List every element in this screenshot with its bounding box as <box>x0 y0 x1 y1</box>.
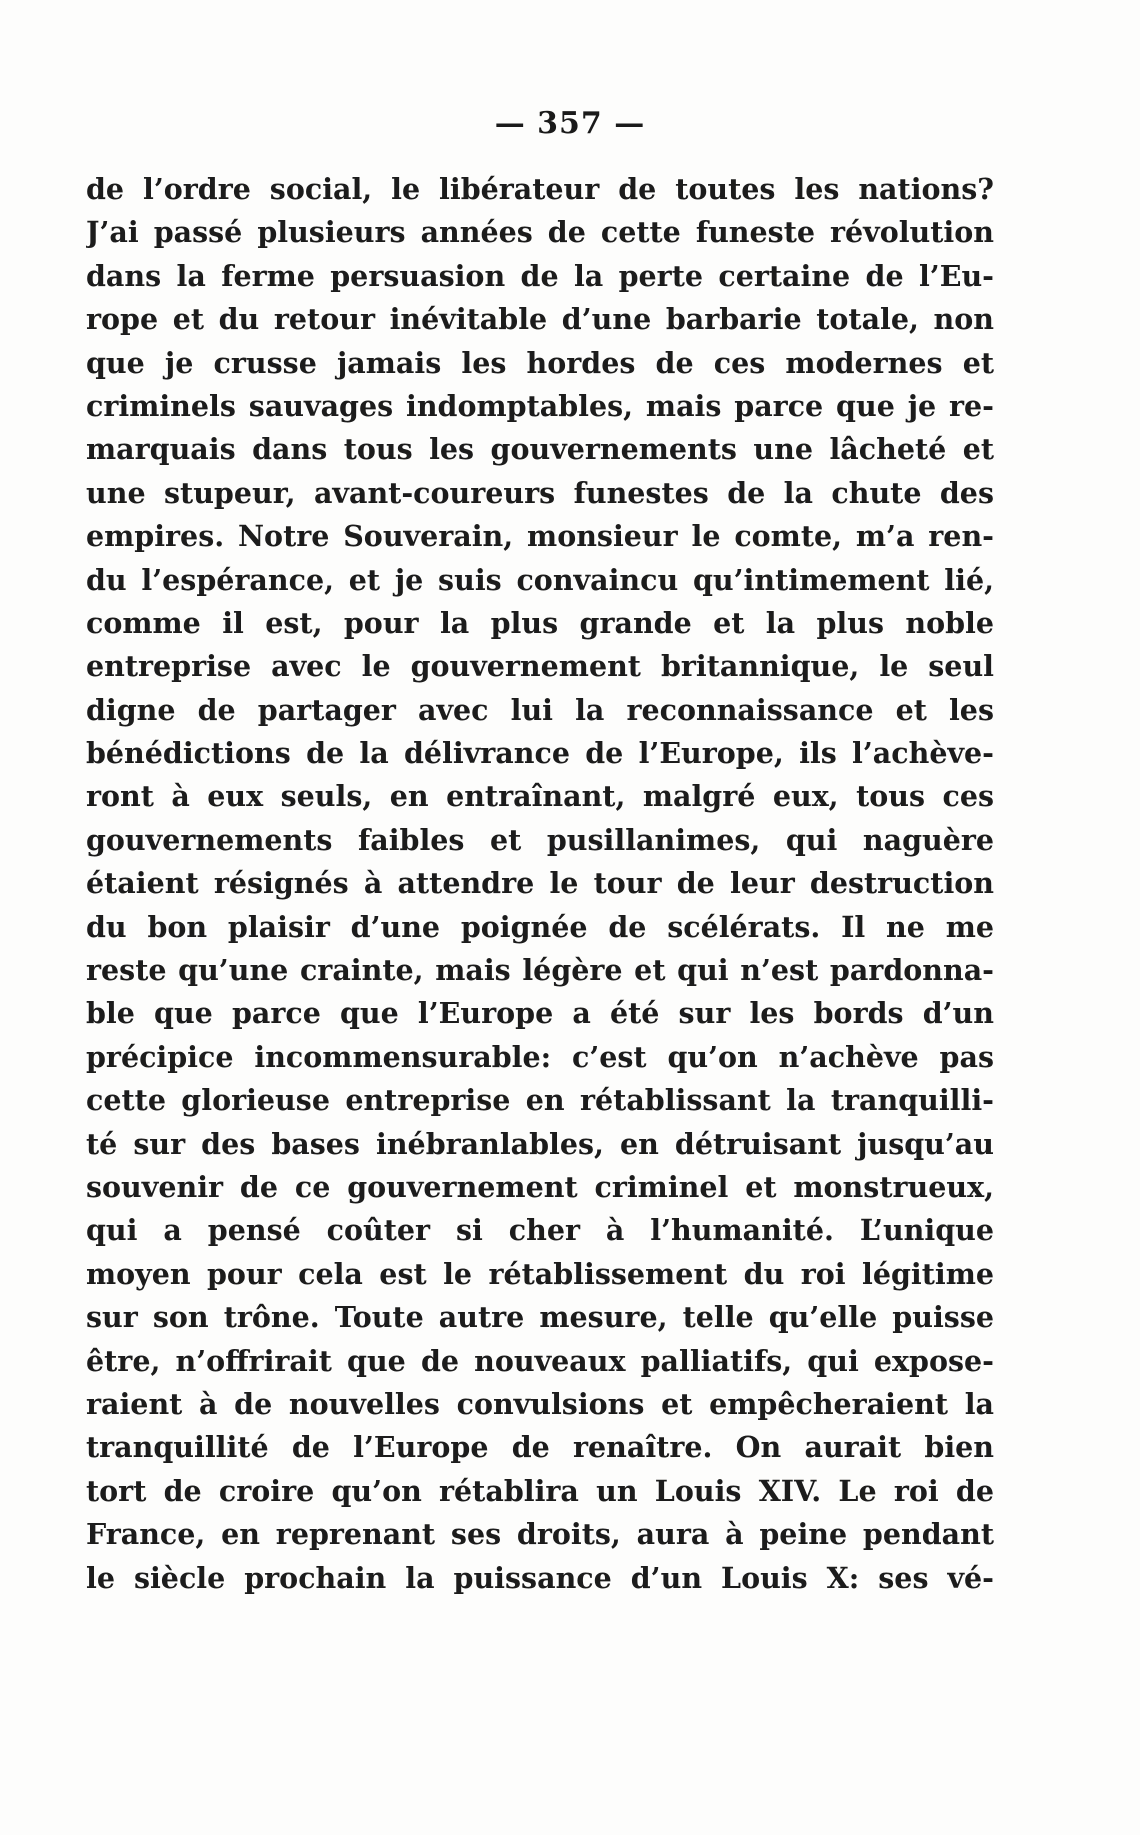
page-number: — 357 — <box>494 106 646 141</box>
text-line: être, n’offrirait que de nouveaux palliatifs, qui expose- <box>86 1343 994 1378</box>
text-line: entreprise avec le gouvernement britannique, le seul <box>86 649 994 684</box>
text-line: ble que parce que l’Europe a été sur les bords d’un <box>86 996 994 1031</box>
text-line: que je crusse jamais les hordes de ces modernes et <box>86 345 994 380</box>
text-line: raient à de nouvelles convulsions et empêcheraient la <box>86 1386 994 1421</box>
text-line: souvenir de ce gouvernement criminel et monstrueux, <box>86 1169 994 1204</box>
text-line: cette glorieuse entreprise en rétablissant la tranquilli- <box>86 1083 994 1118</box>
text-line: té sur des bases inébranlables, en détruisant jusqu’au <box>86 1126 994 1161</box>
text-line: étaient résignés à attendre le tour de leur destruction <box>86 866 994 901</box>
text-line: comme il est, pour la plus grande et la plus noble <box>86 605 994 640</box>
text-line: rope et du retour inévitable d’une barbarie totale, non <box>86 302 994 337</box>
text-line: précipice incommensurable: c’est qu’on n’achève pas <box>86 1039 994 1074</box>
text-line: une stupeur, avant-coureurs funestes de la chute des <box>86 475 994 510</box>
text-line: du l’espérance, et je suis convaincu qu’intimement lié, <box>86 562 994 597</box>
text-line: gouvernements faibles et pusillanimes, qui naguère <box>86 822 994 857</box>
text-line: de l’ordre social, le libérateur de toutes les nations? <box>86 172 994 206</box>
text-line: tranquillité de l’Europe de renaître. On aurait bien <box>86 1430 994 1465</box>
text-line: le siècle prochain la puissance d’un Louis X: ses vé- <box>86 1560 994 1595</box>
text-line: reste qu’une crainte, mais légère et qui n’est pardonna- <box>86 953 994 988</box>
text-line: tort de croire qu’on rétablira un Louis XIV. Le roi de <box>86 1473 994 1508</box>
text-line: dans la ferme persuasion de la perte certaine de l’Eu- <box>86 258 994 293</box>
text-line: bénédictions de la délivrance de l’Europe, ils l’achève- <box>86 736 994 771</box>
text-line: digne de partager avec lui la reconnaissance et les <box>86 692 994 727</box>
text-line: qui a pensé coûter si cher à l’humanité. L’unique <box>86 1213 994 1248</box>
text-line: moyen pour cela est le rétablissement du roi légitime <box>86 1256 994 1291</box>
text-line: J’ai passé plusieurs années de cette funeste révolution <box>86 215 994 250</box>
text-line: marquais dans tous les gouvernements une lâcheté et <box>86 432 994 467</box>
text-line: empires. Notre Souverain, monsieur le comte, m’a ren- <box>86 519 994 554</box>
body-text <box>86 168 994 1600</box>
text-line: du bon plaisir d’une poignée de scélérats. Il ne me <box>86 909 994 944</box>
text-line: ront à eux seuls, en entraînant, malgré eux, tous ces <box>86 779 994 814</box>
text-line: criminels sauvages indomptables, mais parce que je re- <box>86 388 994 423</box>
text-line: sur son trône. Toute autre mesure, telle qu’elle puisse <box>86 1300 994 1335</box>
text-line: France, en reprenant ses droits, aura à peine pendant <box>86 1517 994 1552</box>
